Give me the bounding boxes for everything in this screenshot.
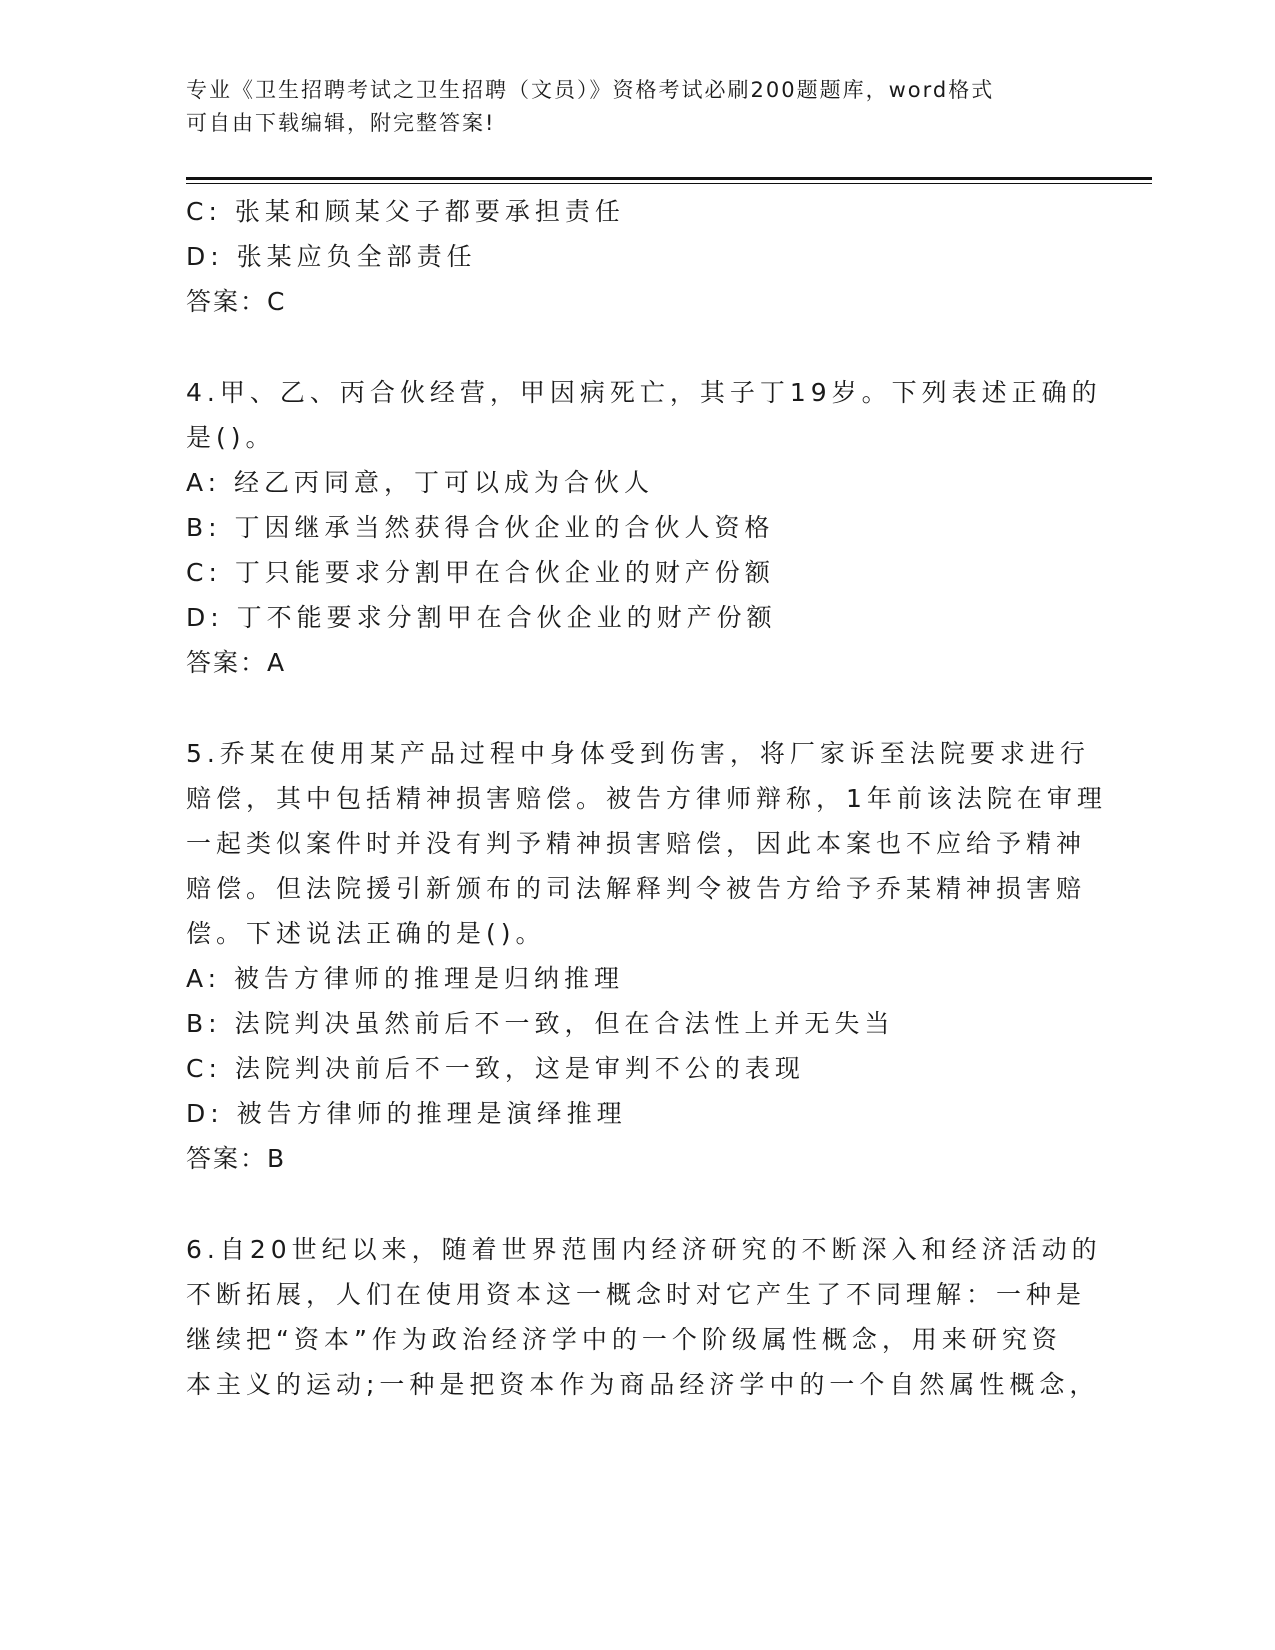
header-line-1: 专业《卫生招聘考试之卫生招聘（文员）》资格考试必刷200题题库，word格式 [186,78,995,102]
q6-stem-line: 本主义的运动;一种是把资本作为商品经济学中的一个自然属性概念， [186,1370,1100,1399]
q6-stem-line: 6.自20世纪以来，随着世界范围内经济研究的不断深入和经济活动的 [186,1235,1102,1264]
q3-option-d: D: 张某应负全部责任 [186,242,477,271]
q3-option-c: C: 张某和顾某父子都要承担责任 [186,197,625,226]
question-content [186,189,1107,1407]
q5-stem-line: 赔偿。但法院援引新颁布的司法解释判令被告方给予乔某精神损害赔 [186,874,1087,903]
q3-answer: 答案：C [186,287,287,316]
q5-stem-line: 偿。下述说法正确的是()。 [186,919,546,948]
document-header [186,74,1066,140]
q4-option-a: A: 经乙丙同意，丁可以成为合伙人 [186,468,655,497]
header-divider-thin [186,183,1152,184]
q4-stem-line: 是()。 [186,423,276,452]
q6-stem-line: 继续把“资本”作为政治经济学中的一个阶级属性概念，用来研究资 [186,1325,1062,1354]
q5-option-a: A: 被告方律师的推理是归纳推理 [186,964,625,993]
q4-stem-line: 4.甲、乙、丙合伙经营，甲因病死亡，其子丁19岁。下列表述正确的 [186,378,1102,407]
q5-option-d: D: 被告方律师的推理是演绎推理 [186,1099,627,1128]
q4-answer: 答案：A [186,648,287,677]
q4-option-c: C: 丁只能要求分割甲在合伙企业的财产份额 [186,558,775,587]
q5-stem-line: 5.乔某在使用某产品过程中身体受到伤害，将厂家诉至法院要求进行 [186,739,1090,768]
q5-stem-line: 一起类似案件时并没有判予精神损害赔偿，因此本案也不应给予精神 [186,829,1087,858]
q5-option-b: B: 法院判决虽然前后不一致，但在合法性上并无失当 [186,1009,895,1038]
q5-stem-line: 赔偿，其中包括精神损害赔偿。被告方律师辩称，1年前该法院在审理 [186,784,1107,813]
q6-stem-line: 不断拓展，人们在使用资本这一概念时对它产生了不同理解：一种是 [186,1280,1087,1309]
q4-option-d: D: 丁不能要求分割甲在合伙企业的财产份额 [186,603,777,632]
q5-answer: 答案：B [186,1144,287,1173]
q4-option-b: B: 丁因继承当然获得合伙企业的合伙人资格 [186,513,775,542]
q5-option-c: C: 法院判决前后不一致，这是审判不公的表现 [186,1054,805,1083]
header-divider-thick [186,177,1152,180]
header-line-2: 可自由下载编辑，附完整答案! [186,111,496,135]
